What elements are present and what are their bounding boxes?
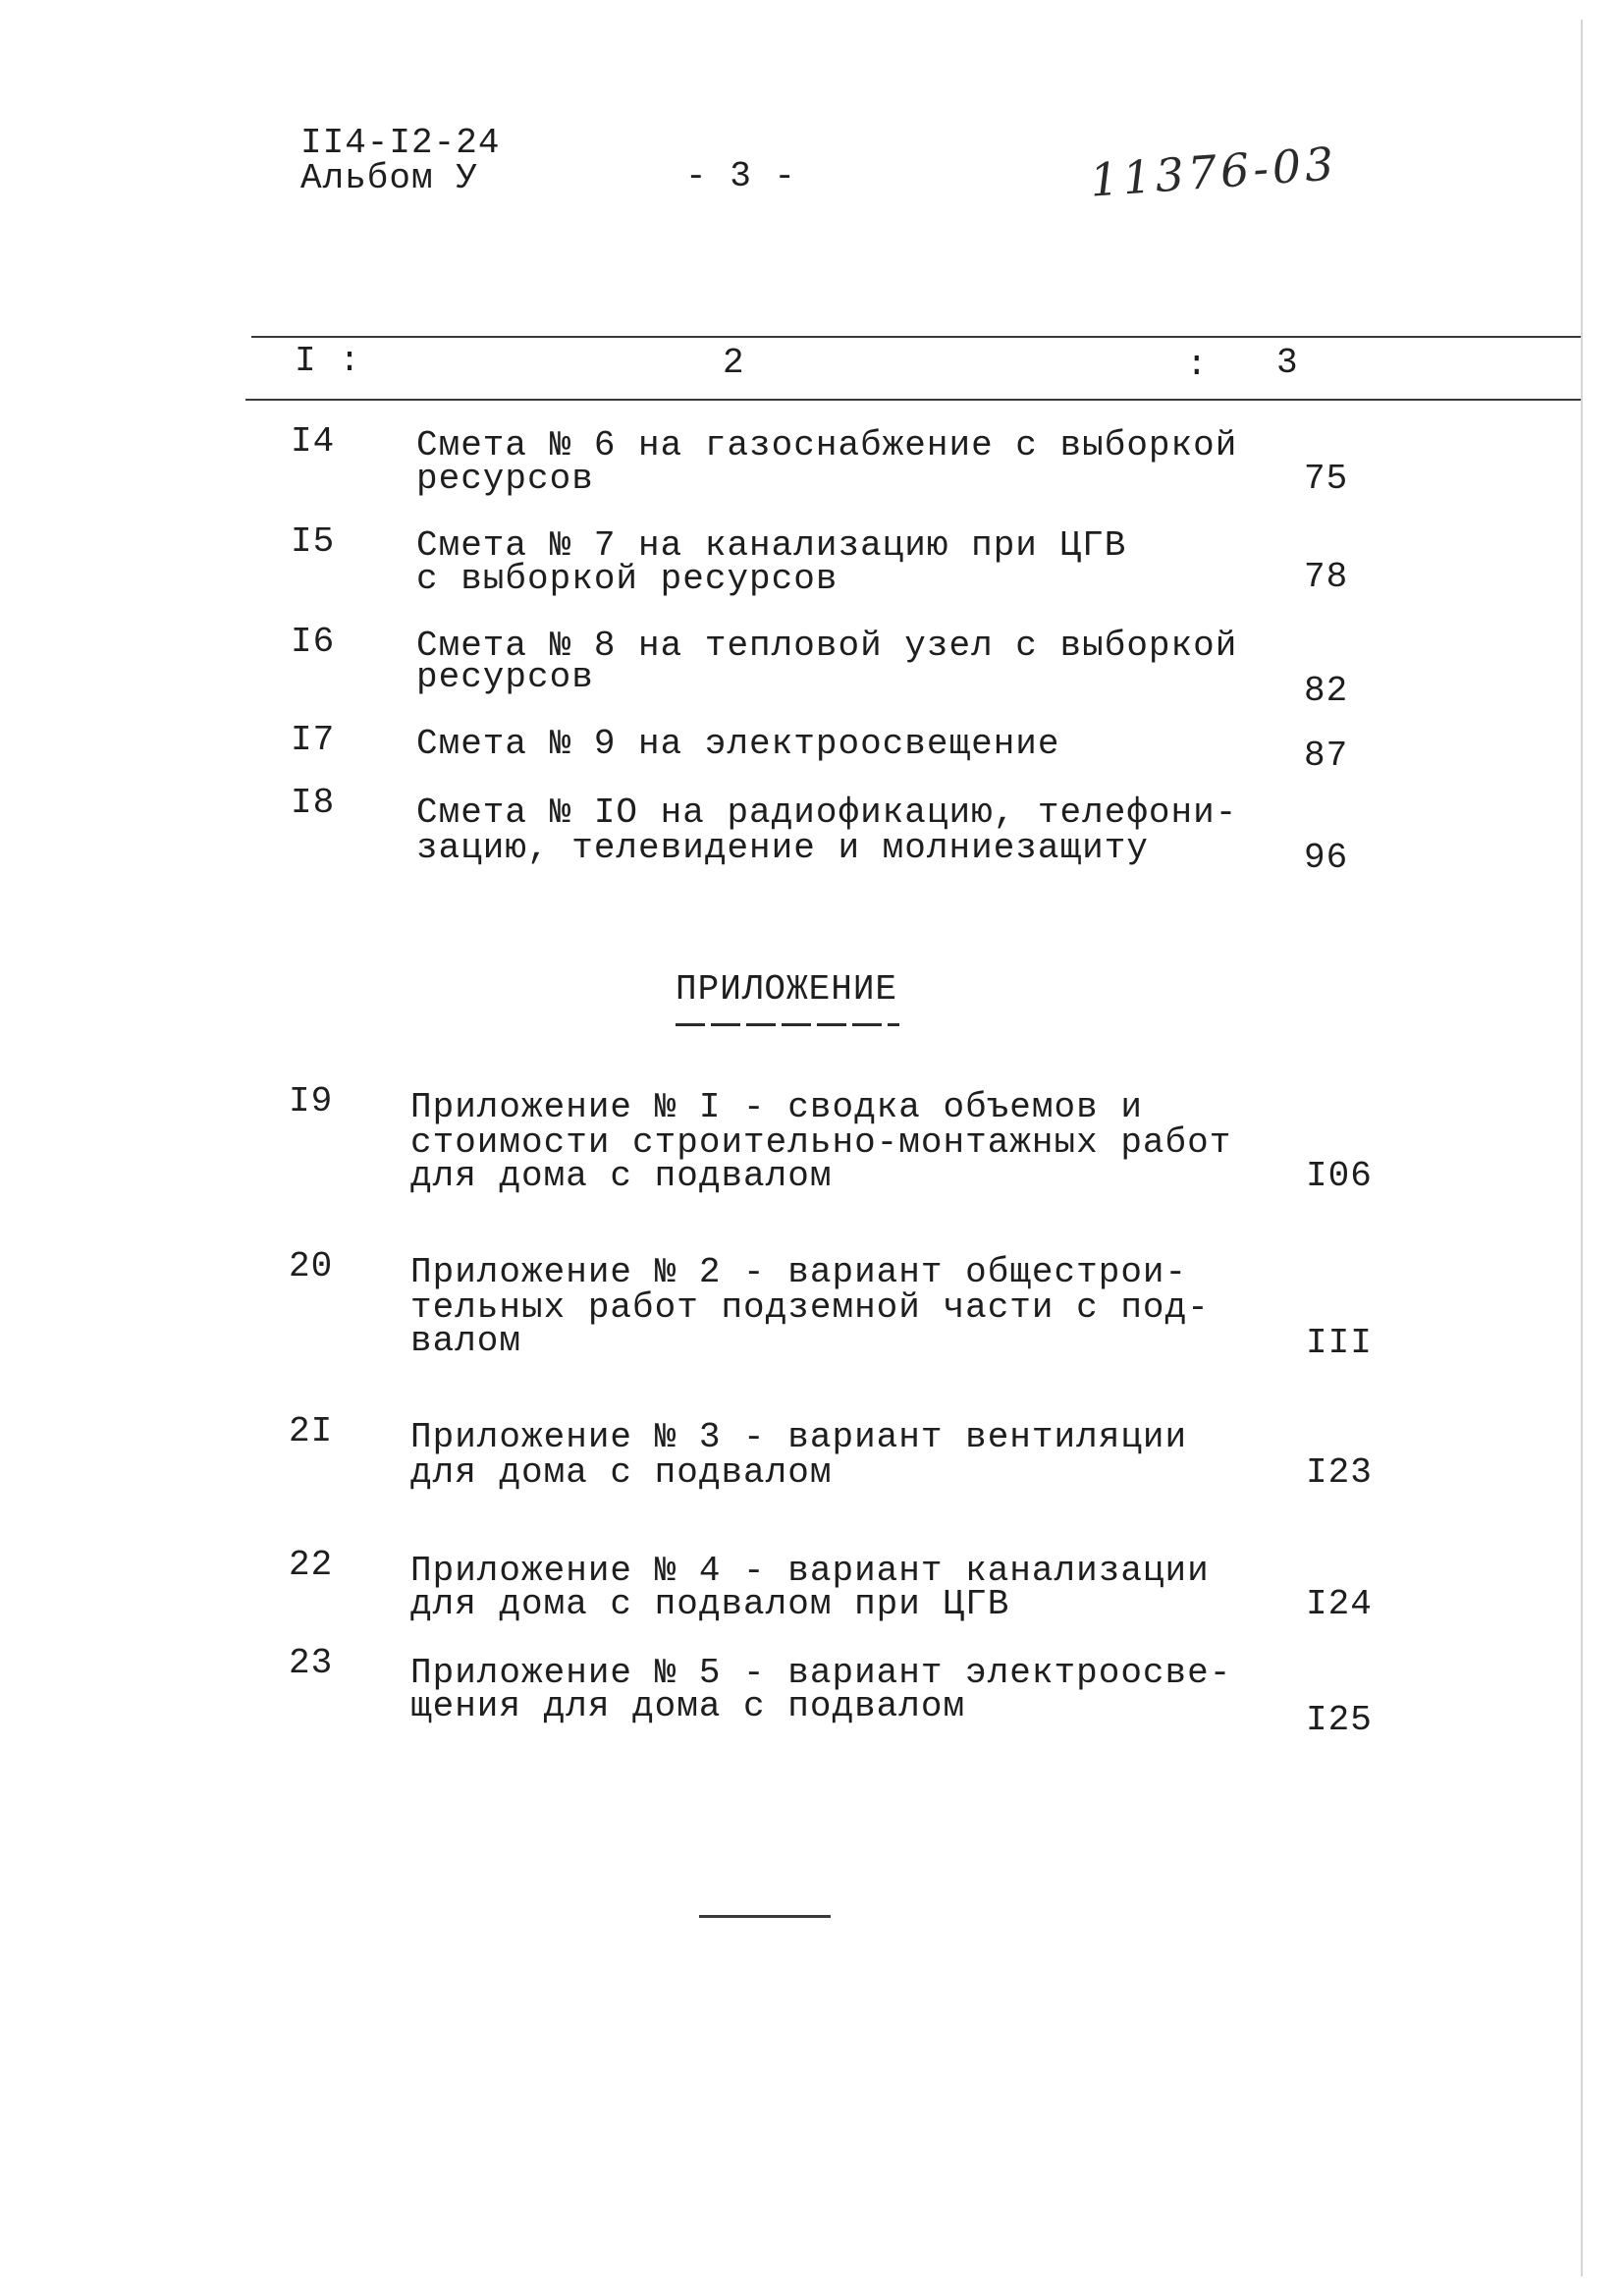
entry-text-line: Смета № 7 на канализацию при ЦГВ — [416, 525, 1127, 566]
page-edge-line — [1581, 20, 1583, 2276]
appendix-entry-text-line: валом — [410, 1321, 522, 1361]
entry-text-line: Смета № 9 на электроосвещение — [416, 724, 1060, 764]
entry-page: 75 — [1304, 459, 1349, 499]
entry-page: 96 — [1304, 838, 1349, 878]
entry-number: I6 — [291, 622, 336, 662]
appendix-entry-text-line: щения для дома с подвалом — [410, 1686, 966, 1726]
entry-text-line: Смета № 6 на газоснабжение с выборкой — [416, 425, 1238, 465]
appendix-entry-number: I9 — [289, 1081, 334, 1121]
album-label: Альбом У — [300, 158, 478, 198]
appendix-entry-page: III — [1306, 1323, 1373, 1363]
entry-number: I4 — [291, 421, 336, 462]
entry-number: I5 — [291, 521, 336, 562]
entry-page: 78 — [1304, 557, 1349, 597]
appendix-entry-page: I25 — [1306, 1700, 1373, 1740]
entry-page: 82 — [1304, 671, 1349, 711]
entry-text-line: Смета № 8 на тепловой узел с выборкой — [416, 626, 1238, 666]
appendix-entry-text-line: тельных работ подземной части с под- — [410, 1287, 1210, 1328]
table-header-col3: 3 — [1276, 343, 1299, 383]
appendix-entry-text-line: для дома с подвалом — [410, 1452, 833, 1493]
doc-code: II4-I2-24 — [300, 123, 501, 163]
entry-number: I8 — [291, 783, 336, 823]
entry-text-line: Смета № IO на радиофикацию, телефони- — [416, 793, 1238, 833]
appendix-entry-number: 20 — [289, 1246, 334, 1286]
table-header-col2: 2 — [723, 343, 745, 383]
entry-number: I7 — [291, 720, 336, 760]
appendix-entry-text-line: для дома с подвалом — [410, 1156, 833, 1196]
handwritten-reference: 11376-03 — [1088, 137, 1339, 207]
appendix-entry-text-line: Приложение № 4 - вариант канализации — [410, 1551, 1210, 1591]
appendix-entry-text-line: Приложение № I - сводка объемов и — [410, 1087, 1143, 1127]
appendix-entry-text-line: Приложение № 3 - вариант вентиляции — [410, 1417, 1188, 1457]
appendix-entry-text-line: стоимости строительно-монтажных работ — [410, 1122, 1232, 1163]
page-number-marker: - 3 - — [685, 156, 797, 196]
entry-text-line: ресурсов — [416, 459, 594, 499]
end-rule — [699, 1915, 831, 1918]
appendix-entry-page: I23 — [1306, 1452, 1373, 1493]
appendix-entry-number: 22 — [289, 1545, 334, 1585]
appendix-entry-text-line: для дома с подвалом при ЦГВ — [410, 1584, 1010, 1624]
appendix-entry-number: 23 — [289, 1643, 334, 1683]
table-top-rule — [251, 336, 1581, 338]
table-header-col3-separator: : — [1186, 345, 1209, 385]
entry-text-line: зацию, телевидение и молниезащиту — [416, 828, 1149, 868]
entry-text-line: с выборкой ресурсов — [416, 559, 839, 599]
appendix-title: ПРИЛОЖЕНИЕ — [676, 969, 898, 1010]
appendix-title-underline — [676, 1023, 899, 1026]
entry-page: 87 — [1304, 736, 1349, 776]
table-header-col1: I : — [295, 341, 361, 381]
entry-text-line: ресурсов — [416, 657, 594, 697]
appendix-entry-text-line: Приложение № 5 - вариант электроосве- — [410, 1653, 1232, 1693]
appendix-entry-number: 2I — [289, 1411, 334, 1451]
appendix-entry-page: I24 — [1306, 1584, 1373, 1624]
appendix-entry-page: I06 — [1306, 1156, 1373, 1196]
table-header-bottom-rule — [245, 399, 1581, 401]
appendix-entry-text-line: Приложение № 2 - вариант общестрои- — [410, 1252, 1188, 1292]
